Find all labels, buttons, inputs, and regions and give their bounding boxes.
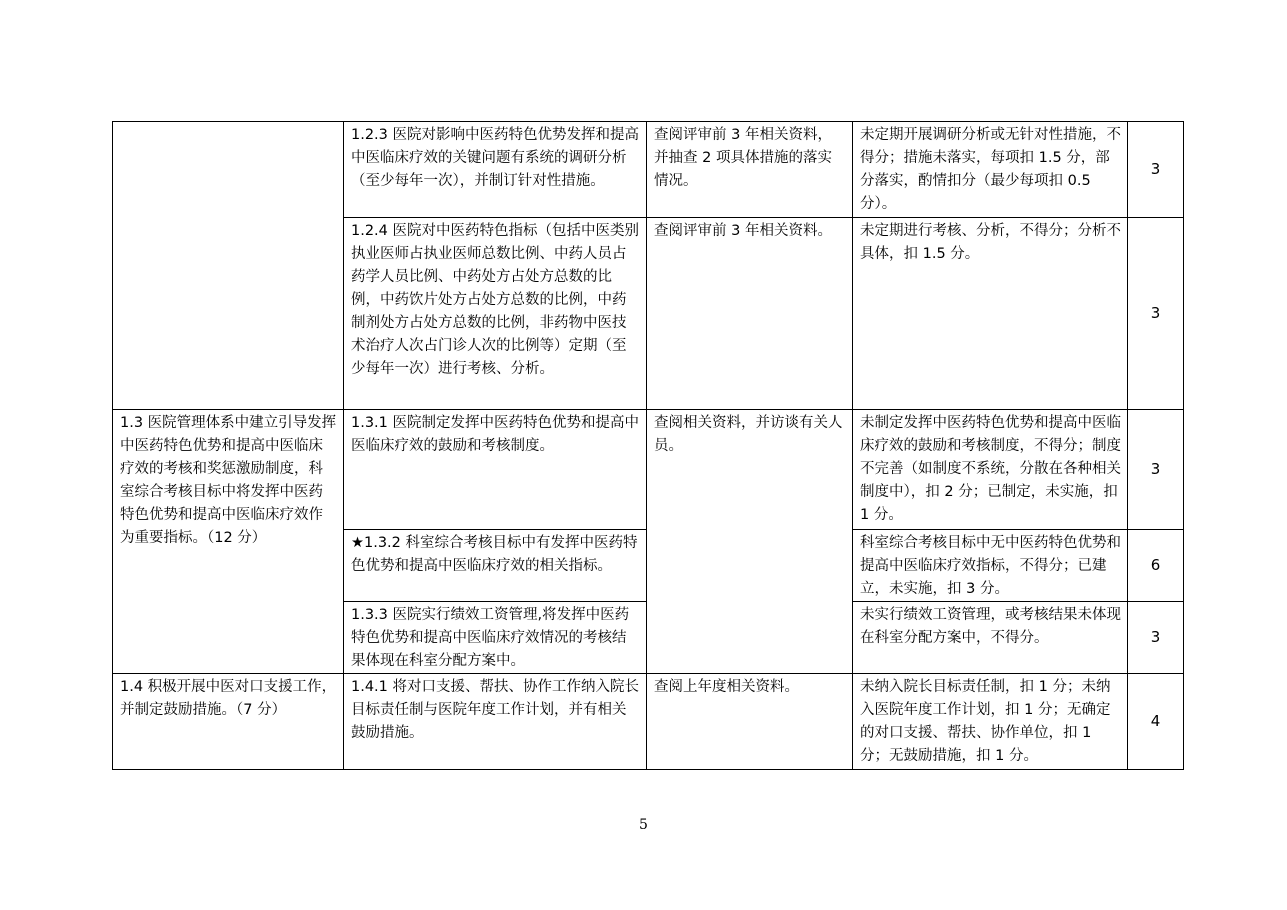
score-cell: 3 xyxy=(1128,122,1184,218)
standard-cell: 1.3.3 医院实行绩效工资管理,将发挥中医药特色优势和提高中医临床疗效情况的考核结果体现在科室分配方案中。 xyxy=(344,602,647,674)
method-cell: 查阅评审前 3 年相关资料，并抽查 2 项具体措施的落实情况。 xyxy=(647,122,853,218)
standard-cell: 1.2.3 医院对影响中医药特色优势发挥和提高中医临床疗效的关键问题有系统的调研分析（至少每年一次），并制订针对性措施。 xyxy=(344,122,647,218)
standard-cell: 1.3.1 医院制定发挥中医药特色优势和提高中医临床疗效的鼓励和考核制度。 xyxy=(344,410,647,530)
table-row xyxy=(113,410,1184,530)
score-cell: 4 xyxy=(1128,674,1184,770)
score-cell: 3 xyxy=(1128,218,1184,410)
scoring-table xyxy=(112,121,1184,770)
method-cell: 查阅评审前 3 年相关资料。 xyxy=(647,218,853,410)
criteria-cell: 科室综合考核目标中无中医药特色优势和提高中医临床疗效指标，不得分；已建立，未实施，扣 3 分。 xyxy=(853,530,1128,602)
category-cell: 1.3 医院管理体系中建立引导发挥中医药特色优势和提高中医临床疗效的考核和奖惩激励制度，科室综合考核目标中将发挥中医药特色优势和提高中医临床疗效作为重要指标。（12 分） xyxy=(113,410,344,674)
criteria-cell: 未定期开展调研分析或无针对性措施，不得分；措施未落实，每项扣 1.5 分，部分落实，酌情扣分（最少每项扣 0.5 分）。 xyxy=(853,122,1128,218)
score-cell: 3 xyxy=(1128,602,1184,674)
standard-cell: 1.2.4 医院对中医药特色指标（包括中医类别执业医师占执业医师总数比例、中药人员占药学人员比例、中药处方占处方总数的比例，中药饮片处方占处方总数的比例，中药制剂处方占处方总数的比例，非药物中医技术治疗人次占门诊人次的比例等）定期（至少每年一次）进行考核、分析。 xyxy=(344,218,647,410)
method-cell: 查阅相关资料，并访谈有关人员。 xyxy=(647,410,853,674)
table-row xyxy=(113,674,1184,770)
criteria-cell: 未实行绩效工资管理，或考核结果未体现在科室分配方案中，不得分。 xyxy=(853,602,1128,674)
category-cell xyxy=(113,122,344,410)
table-row xyxy=(113,122,1184,218)
standard-cell: ★1.3.2 科室综合考核目标中有发挥中医药特色优势和提高中医临床疗效的相关指标。 xyxy=(344,530,647,602)
page-number: 5 xyxy=(639,817,648,833)
criteria-cell: 未纳入院长目标责任制，扣 1 分；未纳入医院年度工作计划，扣 1 分；无确定的对口支援、帮扶、协作单位，扣 1 分；无鼓励措施，扣 1 分。 xyxy=(853,674,1128,770)
criteria-cell: 未定期进行考核、分析，不得分；分析不具体，扣 1.5 分。 xyxy=(853,218,1128,410)
criteria-cell: 未制定发挥中医药特色优势和提高中医临床疗效的鼓励和考核制度，不得分；制度不完善（如制度不系统，分散在各种相关制度中），扣 2 分；已制定，未实施，扣 1 分。 xyxy=(853,410,1128,530)
standard-cell: 1.4.1 将对口支援、帮扶、协作工作纳入院长目标责任制与医院年度工作计划，并有相关鼓励措施。 xyxy=(344,674,647,770)
category-cell: 1.4 积极开展中医对口支援工作，并制定鼓励措施。（7 分） xyxy=(113,674,344,770)
score-cell: 6 xyxy=(1128,530,1184,602)
method-cell: 查阅上年度相关资料。 xyxy=(647,674,853,770)
score-cell: 3 xyxy=(1128,410,1184,530)
